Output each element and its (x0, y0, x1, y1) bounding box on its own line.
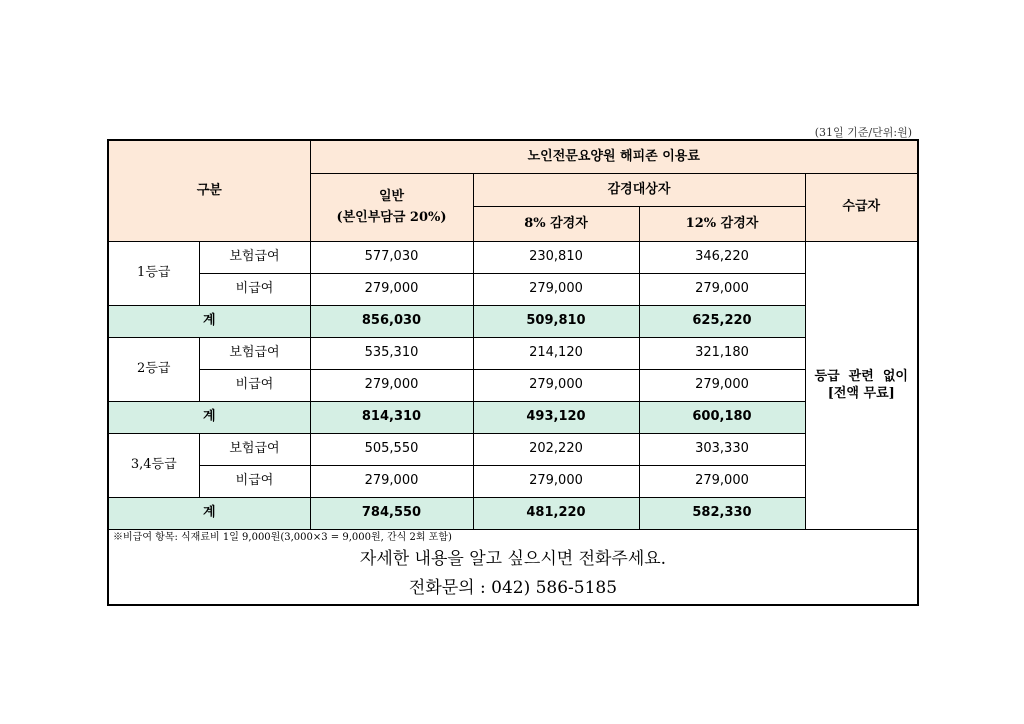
total-cell: 600,180 (639, 402, 805, 434)
uninsured-label: 비급여 (199, 274, 310, 306)
table-cell: 577,030 (310, 242, 473, 274)
grade-name: 2등급 (108, 338, 199, 402)
table-cell: 279,000 (310, 466, 473, 498)
unit-note: (31일 기준/단위:원) (814, 126, 912, 139)
header-general-line1: 일반 (378, 189, 405, 205)
header-general (310, 174, 473, 242)
total-cell: 493,120 (473, 402, 639, 434)
recipient-note (805, 242, 918, 530)
header-reduced-8: 8% 감경자 (473, 207, 639, 242)
uninsured-label: 비급여 (199, 370, 310, 402)
total-cell: 509,810 (473, 306, 639, 338)
total-label: 계 (108, 306, 310, 338)
table-cell: 321,180 (639, 338, 805, 370)
table-cell: 230,810 (473, 242, 639, 274)
footer-phone: 전화문의 : 042) 586-5185 (108, 574, 918, 605)
grade-name: 1등급 (108, 242, 199, 306)
total-cell: 814,310 (310, 402, 473, 434)
insured-label: 보험급여 (199, 434, 310, 466)
uninsured-label: 비급여 (199, 466, 310, 498)
table-cell: 279,000 (310, 370, 473, 402)
grade-name: 3,4등급 (108, 434, 199, 498)
header-general-line2: (본인부담금 20%) (336, 209, 447, 225)
table-cell: 346,220 (639, 242, 805, 274)
table-cell: 279,000 (639, 370, 805, 402)
table-cell: 202,220 (473, 434, 639, 466)
insured-label: 보험급여 (199, 338, 310, 370)
table-cell: 279,000 (310, 274, 473, 306)
recipient-note-line1: 등급 관련 없이 (814, 369, 908, 385)
table-cell: 279,000 (639, 274, 805, 306)
total-label: 계 (108, 402, 310, 434)
total-cell: 481,220 (473, 498, 639, 530)
footer-note: ※비급여 항목: 식재료비 1일 9,000원(3,000×3 = 9,000원, 간식 2회 포함) (108, 530, 918, 547)
header-reduced: 감경대상자 (473, 174, 805, 207)
total-cell: 625,220 (639, 306, 805, 338)
table-cell: 279,000 (473, 466, 639, 498)
total-cell: 784,550 (310, 498, 473, 530)
table-cell: 279,000 (639, 466, 805, 498)
header-title: 노인전문요양원 해피존 이용료 (310, 140, 918, 174)
footer-line1: 자세한 내용을 알고 싶으시면 전화주세요. (108, 546, 918, 574)
total-cell: 582,330 (639, 498, 805, 530)
insured-label: 보험급여 (199, 242, 310, 274)
header-reduced-12: 12% 감경자 (639, 207, 805, 242)
table-cell: 303,330 (639, 434, 805, 466)
header-recipient: 수급자 (805, 174, 918, 242)
total-label: 계 (108, 498, 310, 530)
fee-table (107, 139, 919, 606)
table-cell: 535,310 (310, 338, 473, 370)
total-cell: 856,030 (310, 306, 473, 338)
table-cell: 279,000 (473, 274, 639, 306)
recipient-note-line2: [전액 무료] (827, 385, 895, 401)
table-cell: 214,120 (473, 338, 639, 370)
header-category: 구분 (108, 140, 310, 242)
table-cell: 279,000 (473, 370, 639, 402)
table-cell: 505,550 (310, 434, 473, 466)
